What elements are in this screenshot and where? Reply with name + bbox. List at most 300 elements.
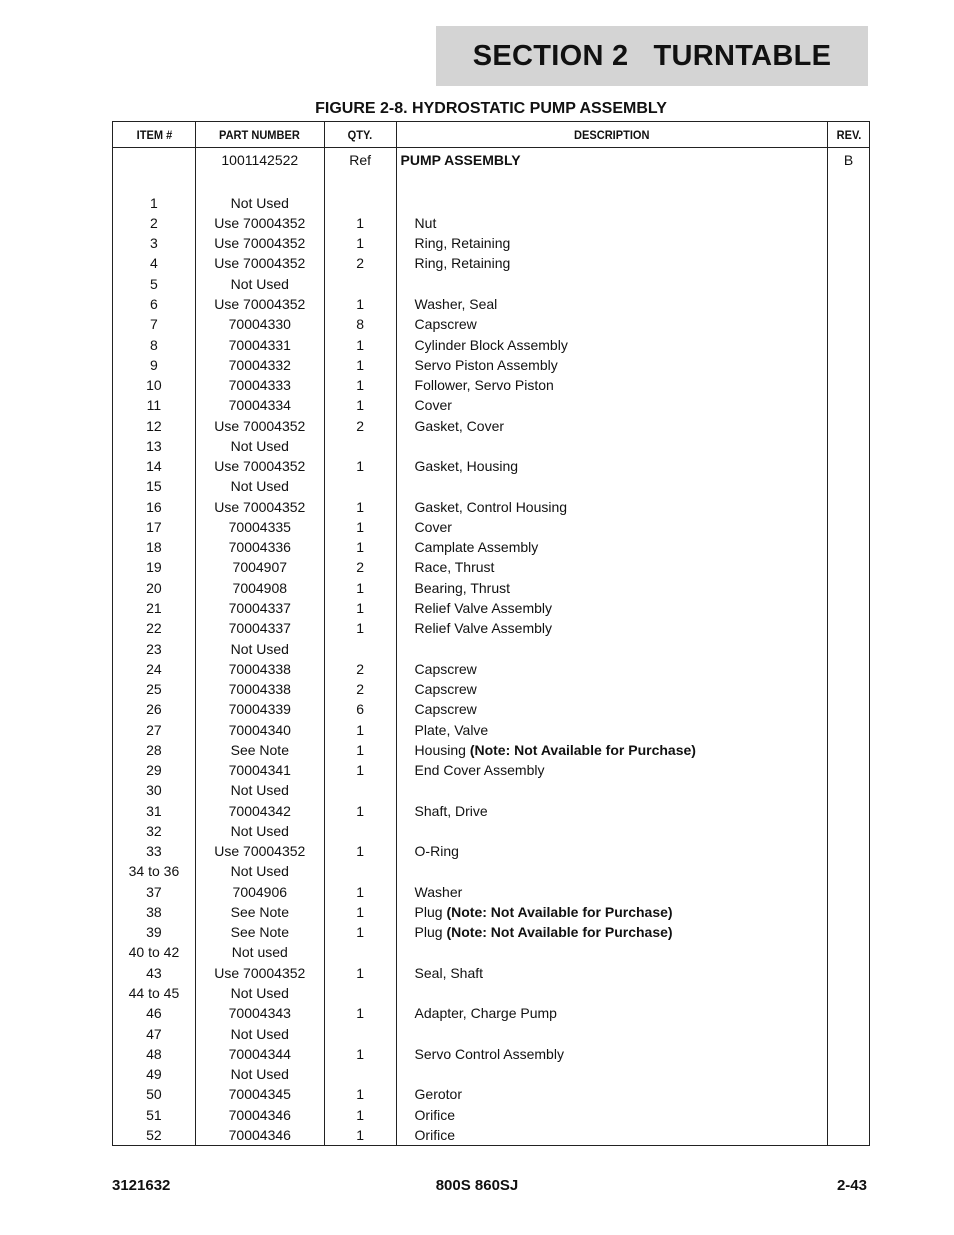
part-number: 70004342: [195, 801, 324, 821]
item-number: 30: [113, 780, 196, 800]
revision: [828, 1125, 870, 1146]
table-row: [113, 922, 870, 942]
revision: [828, 213, 870, 233]
description: PUMP ASSEMBLY: [396, 148, 827, 173]
quantity: 2: [324, 679, 396, 699]
revision: [828, 172, 870, 192]
description: [396, 983, 827, 1003]
quantity: 1: [324, 537, 396, 557]
description: [396, 902, 827, 922]
description: [396, 760, 827, 780]
table-row: [113, 882, 870, 902]
parts-table: [112, 121, 870, 1146]
item-number: 38: [113, 902, 196, 922]
part-number: 70004330: [195, 314, 324, 334]
part-number: Not Used: [195, 476, 324, 496]
revision: [828, 1023, 870, 1043]
description: [396, 963, 827, 983]
quantity: 2: [324, 659, 396, 679]
table-row: [113, 375, 870, 395]
quantity: 2: [324, 557, 396, 577]
description: [396, 1044, 827, 1064]
revision: [828, 375, 870, 395]
quantity: 1: [324, 841, 396, 861]
quantity: [324, 172, 396, 192]
purchase-note: (Note: Not Available for Purchase): [446, 903, 673, 920]
revision: B: [828, 148, 870, 173]
description-text: Washer: [414, 883, 463, 900]
table-row: [113, 1023, 870, 1043]
revision: [828, 841, 870, 861]
table-row: [113, 942, 870, 962]
quantity: [324, 274, 396, 294]
description-text: Follower, Servo Piston: [414, 377, 554, 394]
quantity: 1: [324, 375, 396, 395]
description: [396, 1023, 827, 1043]
quantity: 1: [324, 1125, 396, 1146]
part-number: 70004333: [195, 375, 324, 395]
revision: [828, 253, 870, 273]
description-text: Relief Valve Assembly: [414, 599, 553, 616]
revision: [828, 821, 870, 841]
item-number: 20: [113, 578, 196, 598]
revision: [828, 659, 870, 679]
revision: [828, 294, 870, 314]
table-row: [113, 719, 870, 739]
quantity: 1: [324, 497, 396, 517]
revision: [828, 436, 870, 456]
revision: [828, 517, 870, 537]
part-number: 70004332: [195, 355, 324, 375]
description: [396, 537, 827, 557]
quantity: [324, 1023, 396, 1043]
part-number: Not used: [195, 942, 324, 962]
quantity: 1: [324, 456, 396, 476]
item-number: 29: [113, 760, 196, 780]
item-number: 15: [113, 476, 196, 496]
column-header-rev: REV.: [829, 122, 868, 148]
description-text: Capscrew: [414, 316, 477, 333]
description: [396, 375, 827, 395]
revision: [828, 456, 870, 476]
description: [396, 476, 827, 496]
quantity: 1: [324, 395, 396, 415]
description-text: Gerotor: [414, 1086, 463, 1103]
quantity: 1: [324, 902, 396, 922]
revision: [828, 1044, 870, 1064]
revision: [828, 497, 870, 517]
quantity: 1: [324, 517, 396, 537]
item-number: 26: [113, 699, 196, 719]
description: [396, 699, 827, 719]
description-text: Cover: [414, 518, 452, 535]
revision: [828, 537, 870, 557]
revision: [828, 274, 870, 294]
description: [396, 942, 827, 962]
quantity: 1: [324, 719, 396, 739]
part-number: Use 70004352: [195, 213, 324, 233]
table-row: [113, 618, 870, 638]
table-row: [113, 476, 870, 496]
table-row: [113, 760, 870, 780]
part-number: 70004341: [195, 760, 324, 780]
item-number: 4: [113, 253, 196, 273]
table-row: [113, 334, 870, 354]
part-number: 70004344: [195, 1044, 324, 1064]
description-text: Cover: [414, 397, 452, 414]
item-number: 9: [113, 355, 196, 375]
description: [396, 922, 827, 942]
part-number: 1001142522: [195, 148, 324, 173]
description: [396, 517, 827, 537]
description-text: Shaft, Drive: [414, 802, 488, 819]
revision: [828, 578, 870, 598]
part-number: 70004346: [195, 1125, 324, 1146]
table-row: [113, 537, 870, 557]
quantity: 8: [324, 314, 396, 334]
table-row: [113, 415, 870, 435]
table-row: [113, 1125, 870, 1146]
description: [396, 395, 827, 415]
item-number: 12: [113, 415, 196, 435]
part-number: 7004906: [195, 882, 324, 902]
quantity: [324, 942, 396, 962]
table-row: [113, 1003, 870, 1023]
item-number: 33: [113, 841, 196, 861]
part-number: 70004331: [195, 334, 324, 354]
quantity: 1: [324, 1044, 396, 1064]
table-row: [113, 1084, 870, 1104]
table-row: [113, 1064, 870, 1084]
table-row: [113, 740, 870, 760]
description-text: Housing: [414, 741, 470, 758]
table-row: [113, 679, 870, 699]
part-number: Not Used: [195, 780, 324, 800]
description: [396, 557, 827, 577]
revision: [828, 334, 870, 354]
item-number: 11: [113, 395, 196, 415]
description: [396, 679, 827, 699]
quantity: [324, 780, 396, 800]
description-text: Plug: [414, 903, 447, 920]
description-text: Cylinder Block Assembly: [414, 336, 568, 353]
revision: [828, 618, 870, 638]
quantity: 1: [324, 1104, 396, 1124]
table-row: [113, 801, 870, 821]
description-text: Ring, Retaining: [414, 235, 511, 252]
part-number: Not Used: [195, 193, 324, 213]
table-row: [113, 1044, 870, 1064]
column-header-description: DESCRIPTION: [413, 122, 810, 148]
description: [396, 1104, 827, 1124]
description: [396, 497, 827, 517]
quantity: [324, 436, 396, 456]
item-number: 34 to 36: [113, 861, 196, 881]
quantity: 1: [324, 1084, 396, 1104]
description: [396, 294, 827, 314]
description: [396, 618, 827, 638]
description-text: Gasket, Control Housing: [414, 498, 568, 515]
table-row: [113, 598, 870, 618]
part-number: Use 70004352: [195, 294, 324, 314]
description: [396, 355, 827, 375]
revision: [828, 983, 870, 1003]
revision: [828, 1104, 870, 1124]
description-text: Bearing, Thrust: [414, 579, 511, 596]
description: [396, 841, 827, 861]
item-number: 22: [113, 618, 196, 638]
quantity: 1: [324, 598, 396, 618]
column-header-part-number: PART NUMBER: [201, 122, 320, 148]
description-text: Washer, Seal: [414, 295, 498, 312]
item-number: [113, 148, 196, 173]
table-row: [113, 963, 870, 983]
quantity: 1: [324, 801, 396, 821]
description-text: Ring, Retaining: [414, 255, 511, 272]
item-number: 25: [113, 679, 196, 699]
revision: [828, 699, 870, 719]
description-text: Adapter, Charge Pump: [414, 1005, 557, 1022]
description-text: Capscrew: [414, 660, 477, 677]
table-row: [113, 314, 870, 334]
table-row: [113, 253, 870, 273]
item-number: 49: [113, 1064, 196, 1084]
part-number: Use 70004352: [195, 963, 324, 983]
description-text: Capscrew: [414, 681, 477, 698]
description: [396, 233, 827, 253]
revision: [828, 557, 870, 577]
item-number: 51: [113, 1104, 196, 1124]
revision: [828, 922, 870, 942]
quantity: 1: [324, 355, 396, 375]
part-number: 70004337: [195, 598, 324, 618]
part-number: 7004908: [195, 578, 324, 598]
quantity: 1: [324, 922, 396, 942]
table-row: [113, 456, 870, 476]
part-number: 7004907: [195, 557, 324, 577]
quantity: 2: [324, 253, 396, 273]
table-row: [113, 780, 870, 800]
item-number: 7: [113, 314, 196, 334]
description: [396, 193, 827, 213]
part-number: 70004339: [195, 699, 324, 719]
item-number: 5: [113, 274, 196, 294]
part-number: 70004334: [195, 395, 324, 415]
description-text: Capscrew: [414, 701, 477, 718]
purchase-note: (Note: Not Available for Purchase): [446, 924, 673, 941]
revision: [828, 679, 870, 699]
item-number: [113, 172, 196, 192]
part-number: See Note: [195, 740, 324, 760]
table-row: [113, 983, 870, 1003]
quantity: 1: [324, 334, 396, 354]
part-number: Not Used: [195, 436, 324, 456]
item-number: 48: [113, 1044, 196, 1064]
footer-model: 800S 860SJ: [435, 1177, 519, 1194]
description-text: Orifice: [414, 1106, 455, 1123]
quantity: 1: [324, 1003, 396, 1023]
item-number: 40 to 42: [113, 942, 196, 962]
part-number: Not Used: [195, 861, 324, 881]
description: [396, 1064, 827, 1084]
description-text: Plate, Valve: [414, 721, 489, 738]
description: [396, 801, 827, 821]
description: [396, 578, 827, 598]
item-number: 24: [113, 659, 196, 679]
table-row: [113, 902, 870, 922]
description: [396, 456, 827, 476]
part-number: 70004338: [195, 679, 324, 699]
part-number: 70004335: [195, 517, 324, 537]
table-row: [113, 1104, 870, 1124]
item-number: 32: [113, 821, 196, 841]
description: [396, 1125, 827, 1146]
description: [396, 253, 827, 273]
item-number: 18: [113, 537, 196, 557]
table-row: [113, 861, 870, 881]
item-number: 44 to 45: [113, 983, 196, 1003]
table-row: [113, 274, 870, 294]
item-number: 28: [113, 740, 196, 760]
revision: [828, 314, 870, 334]
part-number: Use 70004352: [195, 497, 324, 517]
part-number: Not Used: [195, 821, 324, 841]
description: [396, 1003, 827, 1023]
description: [396, 780, 827, 800]
item-number: 43: [113, 963, 196, 983]
table-row: [113, 821, 870, 841]
revision: [828, 193, 870, 213]
description: [396, 740, 827, 760]
footer-document-number: 3121632: [112, 1177, 171, 1194]
item-number: 13: [113, 436, 196, 456]
description-text: Race, Thrust: [414, 559, 495, 576]
revision: [828, 1064, 870, 1084]
part-number: Use 70004352: [195, 456, 324, 476]
item-number: 46: [113, 1003, 196, 1023]
quantity: 1: [324, 963, 396, 983]
description-text: O-Ring: [414, 843, 459, 860]
section-title: SECTION 2 TURNTABLE: [472, 39, 832, 72]
part-number: 70004338: [195, 659, 324, 679]
part-number: 70004343: [195, 1003, 324, 1023]
quantity: 1: [324, 760, 396, 780]
table-row: [113, 395, 870, 415]
description: [396, 172, 827, 192]
description-text: Gasket, Housing: [414, 458, 519, 475]
description-text: Orifice: [414, 1126, 455, 1143]
description: [396, 274, 827, 294]
item-number: 23: [113, 638, 196, 658]
description: [396, 882, 827, 902]
footer-page-number: 2-43: [836, 1177, 867, 1194]
item-number: 16: [113, 497, 196, 517]
assembly-row: [113, 148, 870, 173]
table-header-row: [113, 122, 870, 148]
description-text: Camplate Assembly: [414, 539, 539, 556]
revision: [828, 740, 870, 760]
revision: [828, 861, 870, 881]
figure-title: FIGURE 2-8. HYDROSTATIC PUMP ASSEMBLY: [315, 100, 667, 117]
quantity: 2: [324, 415, 396, 435]
part-number: 70004346: [195, 1104, 324, 1124]
description: [396, 415, 827, 435]
quantity: [324, 476, 396, 496]
item-number: 50: [113, 1084, 196, 1104]
purchase-note: (Note: Not Available for Purchase): [469, 741, 696, 758]
part-number: Not Used: [195, 1064, 324, 1084]
part-number: Use 70004352: [195, 841, 324, 861]
table-row: [113, 213, 870, 233]
part-number: Not Used: [195, 638, 324, 658]
revision: [828, 233, 870, 253]
part-number: Use 70004352: [195, 233, 324, 253]
item-number: 3: [113, 233, 196, 253]
description: [396, 638, 827, 658]
description: [396, 821, 827, 841]
part-number: 70004337: [195, 618, 324, 638]
part-number: [195, 172, 324, 192]
part-number: See Note: [195, 902, 324, 922]
item-number: 27: [113, 719, 196, 739]
item-number: 17: [113, 517, 196, 537]
item-number: 47: [113, 1023, 196, 1043]
part-number: Use 70004352: [195, 253, 324, 273]
part-number: 70004340: [195, 719, 324, 739]
revision: [828, 780, 870, 800]
quantity: 1: [324, 233, 396, 253]
quantity: 1: [324, 294, 396, 314]
table-row: [113, 355, 870, 375]
description-text: End Cover Assembly: [414, 762, 545, 779]
revision: [828, 355, 870, 375]
revision: [828, 963, 870, 983]
part-number: Use 70004352: [195, 415, 324, 435]
quantity: 1: [324, 882, 396, 902]
item-number: 21: [113, 598, 196, 618]
quantity: [324, 638, 396, 658]
table-row: [113, 638, 870, 658]
description-text: Plug: [414, 924, 447, 941]
description-text: Servo Control Assembly: [414, 1045, 564, 1062]
description: [396, 719, 827, 739]
table-row: [113, 578, 870, 598]
description: [396, 314, 827, 334]
table-row: [113, 172, 870, 192]
revision: [828, 942, 870, 962]
quantity: 1: [324, 213, 396, 233]
item-number: 37: [113, 882, 196, 902]
revision: [828, 1084, 870, 1104]
quantity: [324, 193, 396, 213]
part-number: See Note: [195, 922, 324, 942]
quantity: [324, 821, 396, 841]
table-row: [113, 557, 870, 577]
description: [396, 598, 827, 618]
column-header-item: ITEM #: [116, 122, 192, 148]
description: [396, 861, 827, 881]
description: [396, 1084, 827, 1104]
part-number: 70004336: [195, 537, 324, 557]
quantity: 1: [324, 740, 396, 760]
description-text: Gasket, Cover: [414, 417, 505, 434]
revision: [828, 598, 870, 618]
description-text: Relief Valve Assembly: [414, 620, 553, 637]
table-row: [113, 294, 870, 314]
table-row: [113, 659, 870, 679]
item-number: 1: [113, 193, 196, 213]
quantity: [324, 1064, 396, 1084]
